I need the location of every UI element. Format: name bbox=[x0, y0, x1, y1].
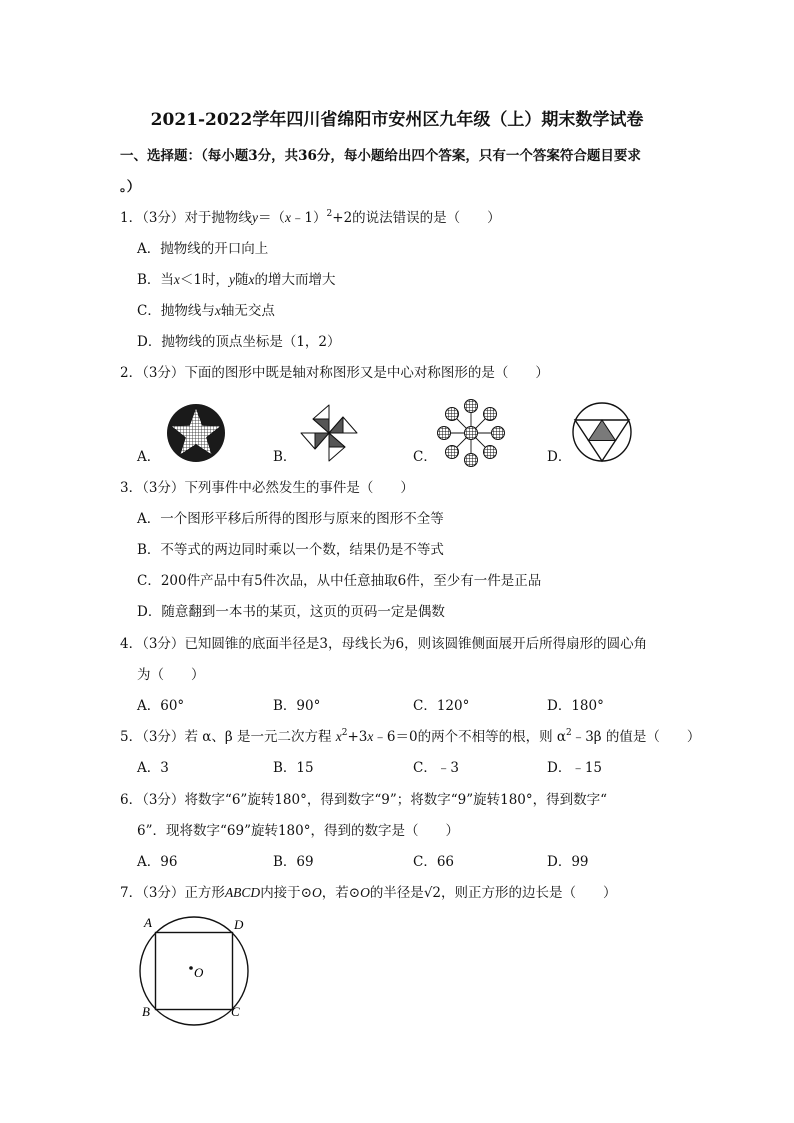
question-number: 3． bbox=[120, 480, 143, 496]
stem-text: 已知圆锥的底面半径是3，母线长为6，则该圆锥侧面展开后所得扇形的圆心角 bbox=[184, 636, 648, 652]
figure-label-c: C． bbox=[413, 449, 437, 465]
stem-text: 内接于⊙ bbox=[260, 885, 312, 901]
option-a: A．60° bbox=[137, 698, 185, 714]
vertex-label-b: B bbox=[142, 1004, 150, 1019]
question-score: （3分） bbox=[142, 885, 185, 901]
stem-text: ＝（ bbox=[257, 210, 285, 226]
option-text: ＜1时， bbox=[179, 272, 230, 288]
question-1-stem bbox=[120, 209, 501, 227]
exponent: 2 bbox=[326, 209, 333, 219]
option-b: B．15 bbox=[273, 760, 314, 776]
option-c: C．120° bbox=[413, 698, 470, 714]
option-c: C．66 bbox=[413, 854, 455, 870]
variable: y bbox=[229, 272, 236, 287]
option-d: D．﹣15 bbox=[547, 760, 603, 776]
stem-text: 下面的图形中既是轴对称图形又是中心对称图形的是（ ） bbox=[184, 365, 549, 381]
triangle-in-circle-icon bbox=[570, 401, 634, 463]
question-2-stem bbox=[120, 364, 549, 382]
question-score: （3分） bbox=[142, 792, 185, 808]
question-score: （3分） bbox=[142, 729, 185, 745]
variable: x bbox=[335, 729, 342, 744]
stem-text: ﹣1） bbox=[290, 210, 327, 226]
option-c: C．﹣3 bbox=[413, 760, 459, 776]
question-6-stem bbox=[120, 791, 607, 809]
stem-text: 下列事件中必然发生的事件是（ ） bbox=[184, 480, 414, 496]
pinwheel-icon bbox=[296, 402, 362, 464]
center-label-o: O bbox=[194, 965, 204, 980]
section-heading-cont: 。） bbox=[120, 179, 141, 195]
flower-circles-icon bbox=[436, 398, 506, 468]
option-d: D．随意翻到一本书的某页，这页的页码一定是偶数 bbox=[137, 604, 445, 620]
option-text: 轴无交点 bbox=[220, 303, 275, 319]
option-text: 的增大而增大 bbox=[254, 272, 336, 288]
question-number: 1． bbox=[120, 210, 143, 226]
question-score: （3分） bbox=[142, 480, 185, 496]
variable: O bbox=[312, 885, 322, 900]
page-title: 2021-2022学年四川省绵阳市安州区九年级（上）期末数学试卷 bbox=[150, 110, 644, 130]
option-b bbox=[137, 271, 336, 289]
question-number: 2． bbox=[120, 365, 143, 381]
option-d: D．180° bbox=[547, 698, 604, 714]
stem-text: +3 bbox=[347, 729, 368, 745]
question-score: （3分） bbox=[142, 636, 185, 652]
vertex-label-a: A bbox=[144, 915, 152, 930]
option-c bbox=[137, 302, 275, 320]
question-number: 7． bbox=[120, 885, 143, 901]
question-7-stem bbox=[120, 884, 617, 902]
question-4-stem-cont: 为（ ） bbox=[137, 667, 205, 683]
option-b: B．不等式的两边同时乘以一个数，结果仍是不等式 bbox=[137, 542, 444, 558]
variable: x bbox=[173, 272, 180, 287]
stem-text: ，则正方形的边长是（ ） bbox=[441, 885, 617, 901]
option-text: 随 bbox=[235, 272, 249, 288]
variable: O bbox=[360, 885, 370, 900]
option-a: A．一个图形平移后所得的图形与原来的图形不全等 bbox=[137, 511, 444, 527]
option-a: A．96 bbox=[137, 854, 178, 870]
question-score: （3分） bbox=[142, 365, 185, 381]
variable: x bbox=[248, 272, 255, 287]
stem-text: 正方形 bbox=[184, 885, 225, 901]
variable: x bbox=[367, 729, 374, 744]
section-heading: 一、选择题：（每小题3分，共36分，每小题给出四个答案，只有一个答案符合题目要求 bbox=[120, 148, 641, 164]
option-b: B．90° bbox=[273, 698, 321, 714]
option-b: B．69 bbox=[273, 854, 314, 870]
option-a: A．3 bbox=[137, 760, 169, 776]
stem-text: ﹣3β 的值是（ ） bbox=[571, 729, 701, 745]
option-c: C．200件产品中有5件次品，从中任意抽取6件，至少有一件是正品 bbox=[137, 573, 542, 589]
question-number: 4． bbox=[120, 636, 143, 652]
option-text: B．当 bbox=[137, 272, 174, 288]
vertex-label-c: C bbox=[231, 1004, 240, 1019]
stem-text: ﹣6＝0的两个不相等的根，则 α bbox=[373, 729, 566, 745]
option-d: D．抛物线的顶点坐标是（1，2） bbox=[137, 334, 341, 350]
variable: x bbox=[284, 210, 291, 225]
vertex-label-d: D bbox=[234, 917, 244, 932]
question-number: 6． bbox=[120, 792, 143, 808]
stem-text: 对于抛物线 bbox=[184, 210, 252, 226]
variable: ABCD bbox=[224, 885, 261, 900]
figure-label-d: D． bbox=[547, 449, 572, 465]
stem-text: 若 α、β 是一元二次方程 bbox=[184, 729, 332, 745]
variable: x bbox=[214, 303, 221, 318]
question-number: 5． bbox=[120, 729, 143, 745]
inscribed-square-figure bbox=[130, 912, 260, 1028]
stem-text: ，若⊙ bbox=[321, 885, 361, 901]
exponent: 2 bbox=[341, 728, 348, 738]
stem-text: 将数字“6”旋转180°，得到数字“9”；将数字“9”旋转180°，得到数字“ bbox=[184, 792, 608, 808]
figure-label-a: A． bbox=[137, 449, 161, 465]
question-6-stem-cont: 6”．现将数字“69”旋转180°，得到的数字是（ ） bbox=[137, 823, 459, 839]
variable: y bbox=[251, 210, 258, 225]
question-5-stem bbox=[120, 728, 700, 746]
question-score: （3分） bbox=[142, 210, 185, 226]
radical: √2 bbox=[423, 885, 442, 901]
stem-text: 的半径是 bbox=[369, 885, 424, 901]
exponent: 2 bbox=[565, 728, 572, 738]
question-3-stem bbox=[120, 479, 414, 497]
figure-label-b: B． bbox=[273, 449, 297, 465]
stem-text: +2的说法错误的是（ ） bbox=[332, 210, 501, 226]
option-d: D．99 bbox=[547, 854, 589, 870]
option-a: A．抛物线的开口向上 bbox=[137, 241, 269, 257]
question-4-stem bbox=[120, 635, 647, 653]
option-text: C．抛物线与 bbox=[137, 303, 215, 319]
star-in-circle-icon bbox=[165, 402, 227, 464]
